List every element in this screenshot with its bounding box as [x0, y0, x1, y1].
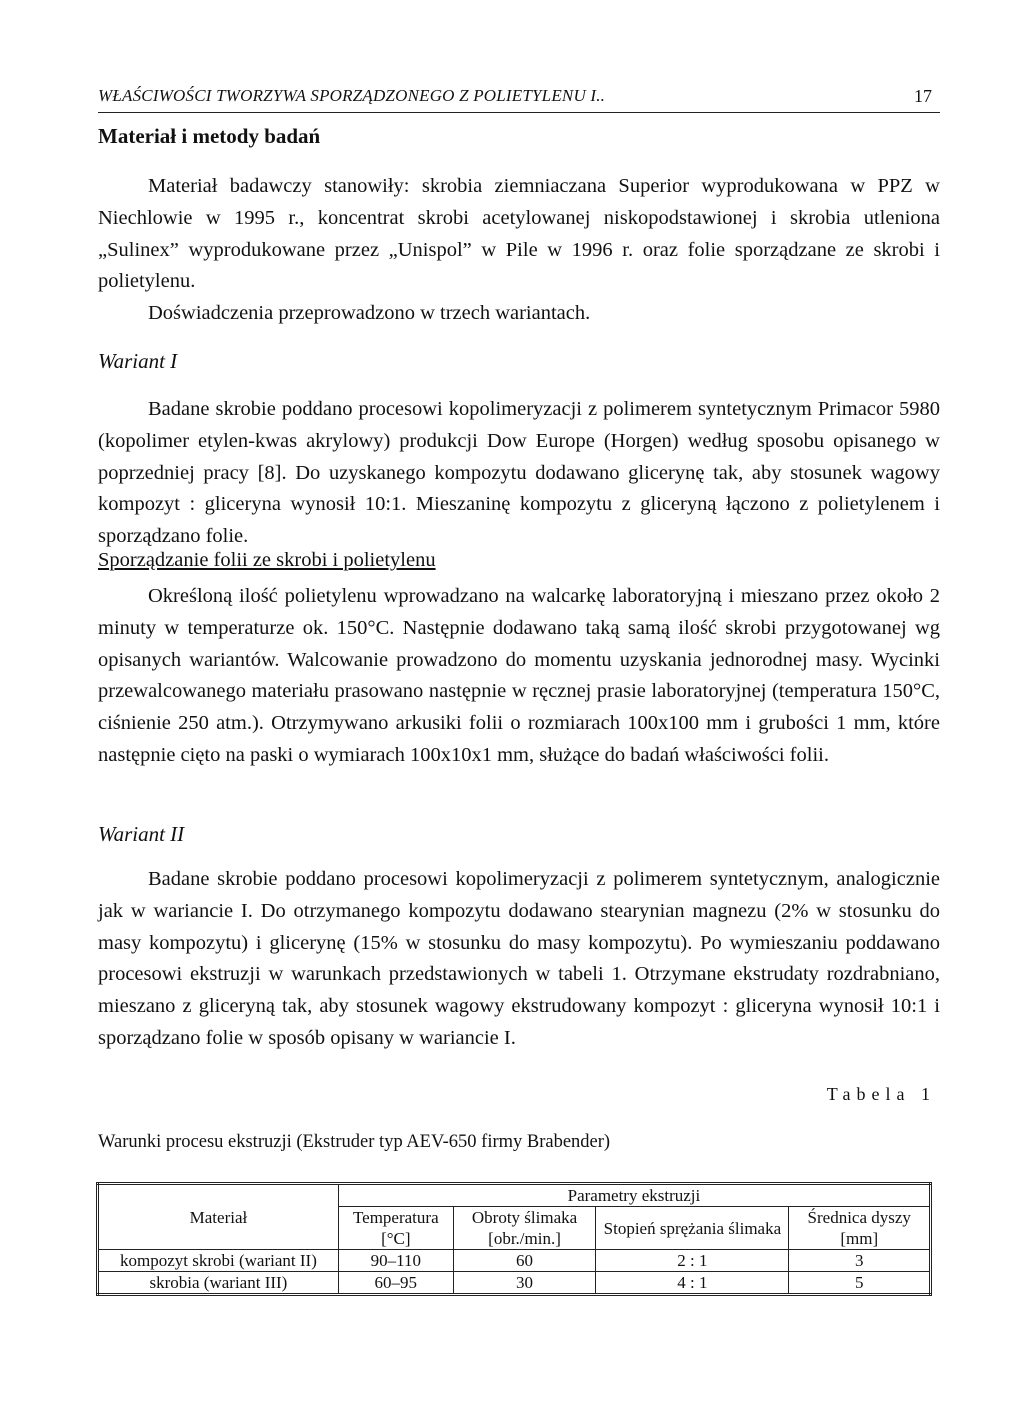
table-caption: Warunki procesu ekstruzji (Ekstruder typ AEV-650 firmy Brabender) — [98, 1132, 611, 1152]
cell-compression: 4 : 1 — [596, 1272, 789, 1295]
page-number: 17 — [914, 86, 932, 106]
col-diameter-header: Średnica dyszy [mm] — [789, 1207, 931, 1250]
table-row — [98, 1272, 931, 1295]
running-header — [98, 86, 940, 113]
col-compression-header: Stopień sprężania ślimaka — [596, 1207, 789, 1250]
section-title: Materiał i metody badań — [98, 124, 321, 148]
cell-speed: 30 — [453, 1272, 596, 1295]
col-speed-header: Obroty ślimaka [obr./min.] — [453, 1207, 596, 1250]
table-header-row — [98, 1184, 931, 1207]
cell-temp: 90–110 — [338, 1250, 453, 1272]
cell-compression: 2 : 1 — [596, 1250, 789, 1272]
col-material-header: Materiał — [98, 1184, 339, 1250]
variant-2-heading: Wariant II — [98, 822, 185, 846]
cell-diameter: 5 — [789, 1272, 931, 1295]
table-row — [98, 1250, 931, 1272]
group-header: Parametry ekstruzji — [338, 1184, 930, 1207]
paragraph-variant-2: Badane skrobie poddano procesowi kopolimeryzacji z polimerem syntetycznym, analogicznie jak w wariancie I. Do otrzymanego kompozytu dodawano stearynian magnezu (2% w stosunku do masy kompozytu) i glicerynę (15% w stosunku do masy kompozytu). Po wymieszaniu poddawano procesowi ekstruzji w warunkach przedstawionych w tabeli 1. Otrzymane ekstrudaty rozdrabniano, mieszano z gliceryną tak, aby stosunek wagowy ekstrudowany kompozyt : gliceryna wynosił 10:1 i sporządzano folie w sposób opisany w wariancie I. — [98, 868, 940, 1049]
subheading-film-preparation: Sporządzanie folii ze skrobi i polietylenu — [98, 549, 436, 571]
cell-material: kompozyt skrobi (wariant II) — [98, 1250, 339, 1272]
table-label: Tabela 1 — [826, 1084, 936, 1104]
paragraph-variant-1: Badane skrobie poddano procesowi kopolimeryzacji z polimerem syntetycznym Primacor 5980 (kopolimer etylen-kwas akrylowy) produkcji Dow Europe (Horgen) według sposobu opisanego w poprzedniej pracy [8]. Do uzyskanego kompozytu dodawano glicerynę tak, aby stosunek wagowy kompozyt : gliceryna wynosił 10:1. Mieszaninę kompozytu z gliceryną łączono z polietylenem i sporządzano folie. — [98, 398, 940, 548]
cell-diameter: 3 — [789, 1250, 931, 1272]
cell-material: skrobia (wariant III) — [98, 1272, 339, 1295]
paragraph-variants-intro: Doświadczenia przeprowadzono w trzech wariantach. — [148, 302, 591, 324]
cell-temp: 60–95 — [338, 1272, 453, 1295]
paragraph-film-preparation: Określoną ilość polietylenu wprowadzano na walcarkę laboratoryjną i mieszano przez około 2 minuty w temperaturze ok. 150°C. Następnie dodawano taką samą ilość skrobi przygotowanej wg opisanych wariantów. Walcowanie prowadzono do momentu uzyskania jednorodnej masy. Wycinki przewalcowanego materiału prasowano następnie w ręcznej prasie laboratoryjnej (temperatura 150°C, ciśnienie 250 atm.). Otrzymywano arkusiki folii o rozmiarach 100x100 mm i grubości 1 mm, które następnie cięto na paski o wymiarach 100x10x1 mm, służące do badań właściwości folii. — [98, 585, 940, 766]
cell-speed: 60 — [453, 1250, 596, 1272]
col-temp-header: Temperatura [°C] — [338, 1207, 453, 1250]
running-title: WŁAŚCIWOŚCI TWORZYWA SPORZĄDZONEGO Z POLIETYLENU I.. — [98, 86, 606, 105]
variant-1-heading: Wariant I — [98, 349, 178, 373]
paragraph-material: Materiał badawczy stanowiły: skrobia ziemniaczana Superior wyprodukowana w PPZ w Niechlowie w 1995 r., koncentrat skrobi acetylowanej niskopodstawionej i skrobia utleniona „Sulinex” wyprodukowane przez „Unispol” w Pile w 1996 r. oraz folie sporządzane ze skrobi i polietylenu. — [98, 175, 940, 293]
extrusion-table — [96, 1182, 932, 1296]
